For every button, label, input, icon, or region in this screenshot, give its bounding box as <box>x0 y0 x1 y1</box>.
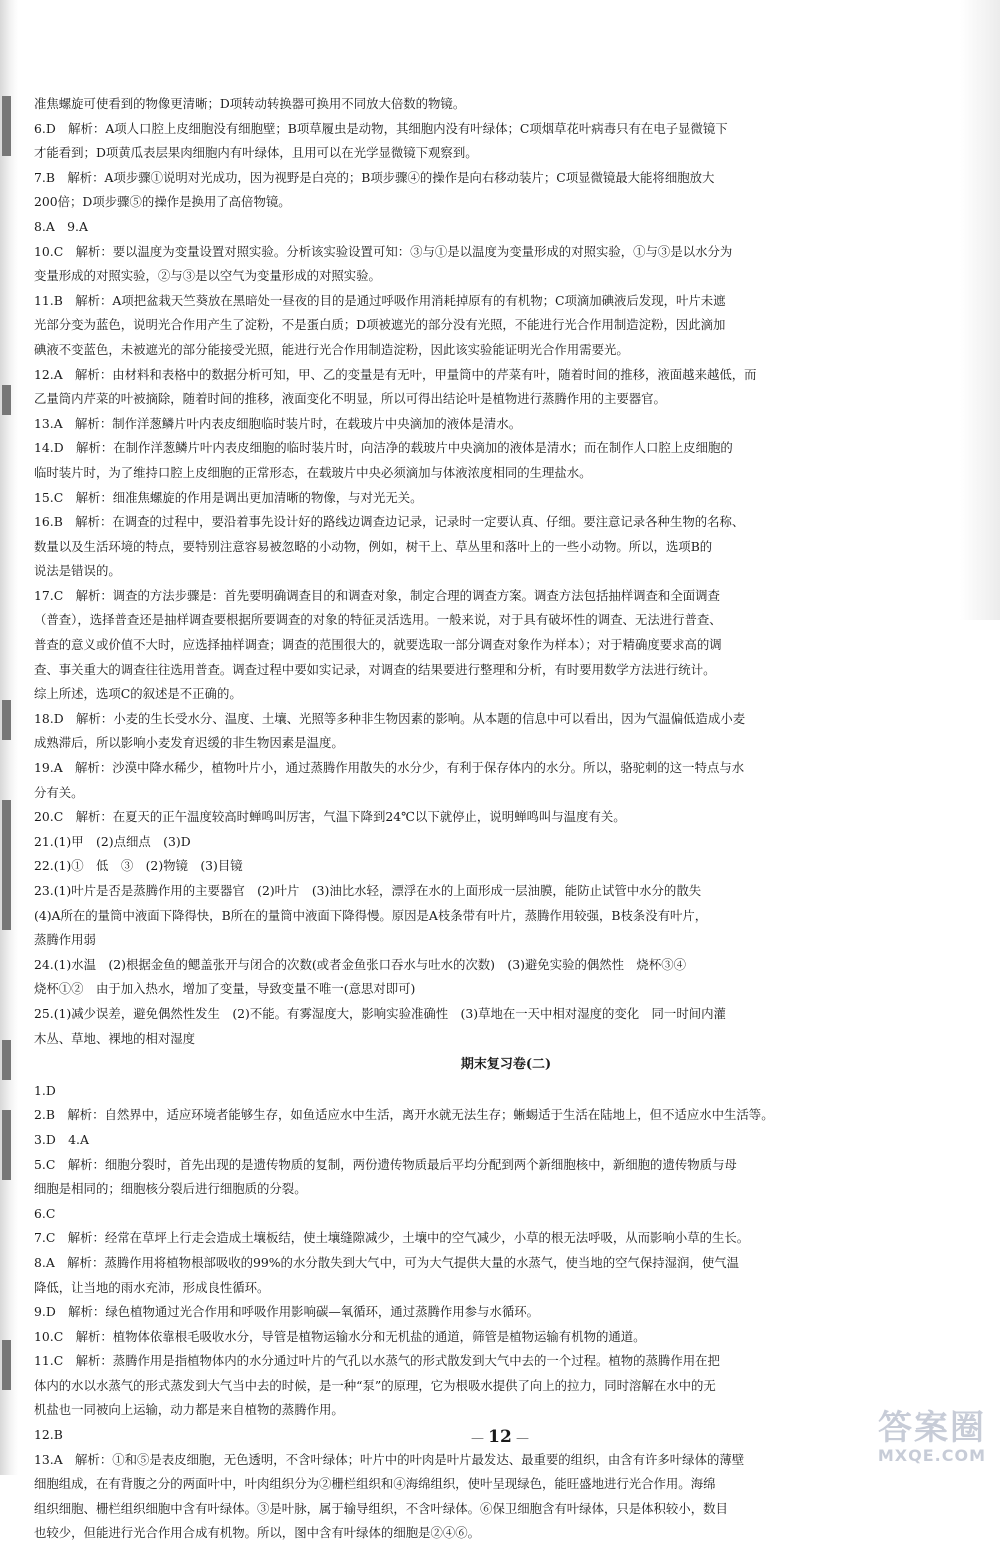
answer-line: 烧杯①② 由于加入热水，增加了变量，导致变量不唯一(意思对即可) <box>34 981 416 997</box>
answer-line: 数量以及生活环境的特点，要特别注意容易被忽略的小动物，例如，树干上、草丛里和落叶上的一些小动物。所以，选项B的 <box>34 538 713 554</box>
answer-line: 9.D 解析：绿色植物通过光合作用和呼吸作用影响碳—氧循环，通过蒸腾作用参与水循环。 <box>34 1304 539 1320</box>
margin-mark <box>2 1110 11 1180</box>
section-title: 期末复习卷(二) <box>460 1057 552 1073</box>
answer-line: 7.C 解析：经常在草坪上行走会造成土壤板结，使土壤缝隙减少，土壤中的空气减少，小草的根无法呼吸，从而影响小草的生长。 <box>34 1230 750 1246</box>
answer-line: 13.A 解析：制作洋葱鳞片叶内表皮细胞临时装片时，在载玻片中央滴加的液体是清水。 <box>34 415 522 431</box>
answer-line: 组织细胞、栅栏组织细胞中含有叶绿体。③是叶脉，属于输导组织，不含叶绿体。⑥保卫细胞含有叶绿体，只是体积较小，数目 <box>34 1500 728 1516</box>
footer-dash-left: — <box>471 1431 489 1446</box>
answer-line: 1.D <box>34 1082 56 1098</box>
answer-line: 乙量筒内芹菜的叶被摘除，随着时间的推移，液面变化不明显，所以可得出结论叶是植物进行蒸腾作用的主要器官。 <box>34 391 666 407</box>
answer-line: 光部分变为蓝色，说明光合作用产生了淀粉，不是蛋白质；D项被遮光的部分没有光照，不能进行光合作用制造淀粉，因此滴加 <box>34 317 726 333</box>
answer-line: 木丛、草地、裸地的相对湿度 <box>34 1030 196 1046</box>
answer-line: 17.C 解析：调查的方法步骤是：首先要明确调查目的和调查对象，制定合理的调查方案。调查方法包括抽样调查和全面调查 <box>34 587 720 603</box>
answer-text-body <box>34 92 978 1546</box>
answers-section-two <box>34 1079 978 1546</box>
margin-mark <box>2 96 11 156</box>
answer-line: 5.C 解析：细胞分裂时，首先出现的是遗传物质的复制，两份遗传物质最后平均分配到两个新细胞核中，新细胞的遗传物质与母 <box>34 1156 737 1172</box>
answer-line: 11.C 解析：蒸腾作用是指植物体内的水分通过叶片的气孔以水蒸气的形式散发到大气中去的一个过程。植物的蒸腾作用在把 <box>34 1353 720 1369</box>
answer-line: 也较少，但能进行光合作用合成有机物。所以，图中含有叶绿体的细胞是②④⑥。 <box>34 1525 481 1541</box>
answer-line: 7.B 解析：A项步骤①说明对光成功，因为视野是白亮的；B项步骤④的操作是向右移动装片；C项显微镜最大能将细胞放大 <box>34 169 715 185</box>
watermark-url: MXQE.COM <box>877 1446 986 1465</box>
answer-line: 准焦螺旋可使看到的物像更清晰；D项转动转换器可换用不同放大倍数的物镜。 <box>34 96 466 111</box>
answer-line: 2.B 解析：自然界中，适应环境者能够生存，如鱼适应水中生活，离开水就无法生存；蜥蜴适于生活在陆地上，但不适应水中生活等。 <box>34 1107 774 1123</box>
answer-line: 200倍；D项步骤⑤的操作是换用了高倍物镜。 <box>34 194 291 210</box>
answer-line: 碘液不变蓝色，未被遮光的部分能接受光照，能进行光合作用制造淀粉，因此该实验能证明光合作用需要光。 <box>34 341 629 357</box>
answer-line: 3.D 4.A <box>34 1131 89 1147</box>
answer-line: 10.C 解析：植物体依靠根毛吸收水分，导管是植物运输水分和无机盐的通道，筛管是植物运输有机物的通道。 <box>34 1328 646 1344</box>
answer-line: 才能看到；D项黄瓜表层果肉细胞内有叶绿体，且用可以在光学显微镜下观察到。 <box>34 145 478 161</box>
watermark <box>856 1409 986 1467</box>
answer-line: 12.B <box>34 1427 63 1443</box>
answer-line: 说法是错误的。 <box>34 563 121 579</box>
answer-line: 8.A 解析：蒸腾作用将植物根部吸收的99%的水分散失到大气中，可为大气提供大量的水蒸气，使当地的空气保持湿润，使气温 <box>34 1254 740 1270</box>
answer-line: （普查），选择普查还是抽样调查要根据所要调查的对象的特征灵活选用。一般来说，对于具有破坏性的调查、无法进行普查、 <box>34 612 722 628</box>
margin-mark <box>2 1040 11 1080</box>
answer-line: 19.A 解析：沙漠中降水稀少，植物叶片小，通过蒸腾作用散失的水分少，有利于保存体内的水分。所以，骆驼刺的这一特点与水 <box>34 760 745 776</box>
answer-line: 成熟滞后，所以影响小麦发育迟缓的非生物因素是温度。 <box>34 735 344 751</box>
margin-mark <box>2 700 11 740</box>
answer-line: 18.D 解析：小麦的生长受水分、温度、土壤、光照等多种非生物因素的影响。从本题的信息中可以看出，因为气温偏低造成小麦 <box>34 710 746 726</box>
answer-line: 6.C <box>34 1205 56 1221</box>
margin-mark <box>2 800 11 930</box>
answer-line: 20.C 解析：在夏天的正午温度较高时蝉鸣叫厉害，气温下降到24℃以下就停止，说明蝉鸣叫与温度有关。 <box>34 809 626 825</box>
answer-line: 21.(1)甲 (2)点细点 (3)D <box>34 833 191 849</box>
answer-line: 12.A 解析：由材料和表格中的数据分析可知，甲、乙的变量是有无叶，甲量筒中的芹菜有叶，随着时间的推移，液面越来越低，而 <box>34 366 757 382</box>
answers-section-one <box>34 92 978 1051</box>
answer-line: 细胞是相同的；细胞核分裂后进行细胞质的分裂。 <box>34 1181 307 1197</box>
answer-line: 16.B 解析：在调查的过程中，要沿着事先设计好的路线边调查边记录，记录时一定要认真、仔细。要注意记录各种生物的名称、 <box>34 514 745 530</box>
answer-line: 普查的意义或价值不大时，应选择抽样调查；调查的范围很大的，就要选取一部分调查对象作为样本）；对于精确度要求高的调 <box>34 637 722 653</box>
page-number-footer <box>0 1427 1000 1447</box>
answer-line: 10.C 解析：要以温度为变量设置对照实验。分析该实验设置可知：③与①是以温度为变量形成的对照实验，①与③是以水分为 <box>34 243 733 259</box>
answer-line: 24.(1)水温 (2)根据金鱼的鳃盖张开与闭合的次数(或者金鱼张口吞水与吐水的次数) (3)避免实验的偶然性 烧杯③④ <box>34 956 686 972</box>
answer-line: 22.(1)① 低 ③ (2)物镜 (3)目镜 <box>34 858 243 874</box>
answer-line: 25.(1)减少误差，避免偶然性发生 (2)不能。有雾湿度大，影响实验准确性 (3)草地在一天中相对湿度的变化 同一时间内灌 <box>34 1005 726 1021</box>
watermark-logo: 答案圈 <box>878 1408 986 1448</box>
answer-line: (4)A所在的量筒中液面下降得快，B所在的量筒中液面下降得慢。原因是A枝条带有叶片，蒸腾作用较强，B枝条没有叶片， <box>34 907 708 923</box>
answer-line: 14.D 解析：在制作洋葱鳞片叶内表皮细胞的临时装片时，向洁净的载玻片中央滴加的液体是清水；而在制作人口腔上皮细胞的 <box>34 440 733 456</box>
margin-mark <box>2 385 11 415</box>
answer-line: 8.A 9.A <box>34 218 88 234</box>
page-number: 12 <box>488 1427 512 1447</box>
answer-line: 15.C 解析：细准焦螺旋的作用是调出更加清晰的物像，与对光无关。 <box>34 489 423 505</box>
answer-line: 蒸腾作用弱 <box>34 932 96 948</box>
scan-margin <box>0 0 18 1475</box>
answer-line: 11.B 解析：A项把盆栽天竺葵放在黑暗处一昼夜的目的是通过呼吸作用消耗掉原有的有机物；C项滴加碘液后发现，叶片未遮 <box>34 292 726 308</box>
answer-line: 降低，让当地的雨水充沛，形成良性循环。 <box>34 1279 270 1295</box>
answer-line: 查、事关重大的调查往往选用普查。调查过程中要如实记录，对调查的结果要进行整理和分析，有时要用数学方法进行统计。 <box>34 661 716 677</box>
answer-line: 分有关。 <box>34 784 84 800</box>
margin-mark <box>2 1340 11 1390</box>
answer-line: 变量形成的对照实验，②与③是以空气为变量形成的对照实验。 <box>34 268 381 284</box>
answer-line: 综上所述，选项C的叙述是不正确的。 <box>34 686 242 702</box>
answer-line: 机盐也一同被向上运输，动力都是来自植物的蒸腾作用。 <box>34 1402 344 1418</box>
answer-line: 体内的水以水蒸气的形式蒸发到大气当中去的时候，是一种“泵”的原理，它为根吸水提供了向上的拉力，同时溶解在水中的无 <box>34 1377 716 1393</box>
answer-line: 细胞组成，在有背腹之分的两面叶中，叶肉组织分为②栅栏组织和④海绵组织，使叶呈现绿色，能旺盛地进行光合作用。海绵 <box>34 1476 716 1492</box>
answer-line: 临时装片时，为了维持口腔上皮细胞的正常形态，在载玻片中央必须滴加与体液浓度相同的生理盐水。 <box>34 464 592 480</box>
footer-dash-right: — <box>511 1431 529 1446</box>
answer-line: 23.(1)叶片是否是蒸腾作用的主要器官 (2)叶片 (3)油比水轻，漂浮在水的上面形成一层油膜，能防止试管中水分的散失 <box>34 883 702 898</box>
answer-line: 6.D 解析：A项人口腔上皮细胞没有细胞壁；B项草履虫是动物，其细胞内没有叶绿体；C项烟草花叶病毒只有在电子显微镜下 <box>34 120 728 136</box>
answer-line: 13.A 解析：①和⑤是表皮细胞，无色透明，不含叶绿体；叶片中的叶肉是叶片最发达、最重要的组织，由含有许多叶绿体的薄壁 <box>34 1451 745 1467</box>
